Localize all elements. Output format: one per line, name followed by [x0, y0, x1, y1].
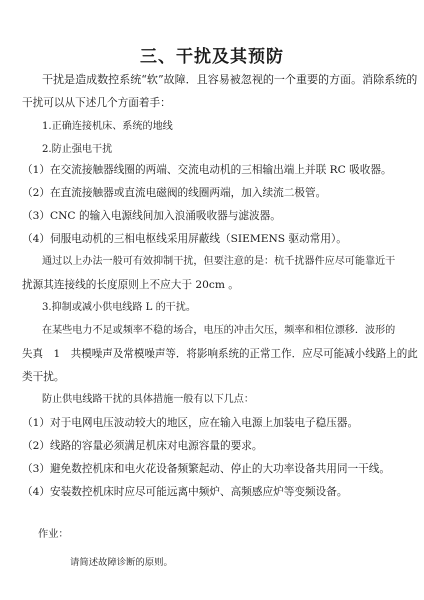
homework-heading: 作业：	[38, 529, 69, 540]
list-item: （4）伺服电动机的三相电枢线采用屏蔽线（SIEMENS 驱动常用）。	[22, 232, 347, 245]
paragraph-line: 失真 1 共模噪声及常模噪声等．将影响系统的正常工作．应尽可能减小线路上的此	[22, 348, 418, 360]
subheading: 2.防止强电干扰	[42, 144, 113, 155]
list-item: （3）CNC 的输入电源线间加入浪涌吸收器与滤波器。	[22, 209, 281, 222]
paragraph-line: 扰源其连接线的长度原则上不应大于 20cm 。	[22, 278, 239, 291]
homework-question: 请简述故障诊断的原则。	[70, 557, 173, 568]
list-item: （2）线路的容量必须满足机床对电源容量的要求。	[22, 439, 263, 452]
subheading: 3.抑制或减小供电线路 L 的干扰。	[42, 302, 196, 313]
list-item: （4）安装数控机床时应尽可能远离中频炉、高频感应炉等变频设备。	[22, 485, 348, 498]
paragraph-line: 防止供电线路干扰的具体措施一般有以下几点：	[42, 394, 254, 405]
subheading: 1.正确连接机床、系统的地线	[42, 121, 173, 132]
paragraph-line: 通过以上办法一般可有效抑制干扰，但要注意的是：杭千扰器件应尽可能靠近干	[42, 256, 396, 267]
paragraph-line: 在某些电力不足或频率不稳的场合，电压的冲击欠压，频率和相位漂移．波形的	[42, 325, 396, 336]
paragraph-line: 干扰是造成数控系统“软”故障．且容易被忽视的一个重要的方面。消除系统的	[42, 73, 418, 86]
section-title: 三、干扰及其预防	[140, 47, 284, 67]
list-item: （1）在交流接触器线圈的两端、交流电动机的三相输出端上并联 RC 吸收器。	[22, 163, 392, 176]
list-item: （3）避免数控机床和电火花设备频繁起动、停止的大功率设备共用同一干线。	[22, 462, 391, 475]
list-item: （2）在直流接触器或直流电磁阀的线圈两端，加入续流二极管。	[22, 186, 327, 199]
paragraph-line: 干扰可以从下述几个方面着手：	[22, 96, 171, 109]
list-item: （1）对于电网电压波动较大的地区，应在输入电源上加装电子稳压器。	[22, 416, 359, 429]
paragraph-line: 类干扰。	[22, 370, 65, 383]
